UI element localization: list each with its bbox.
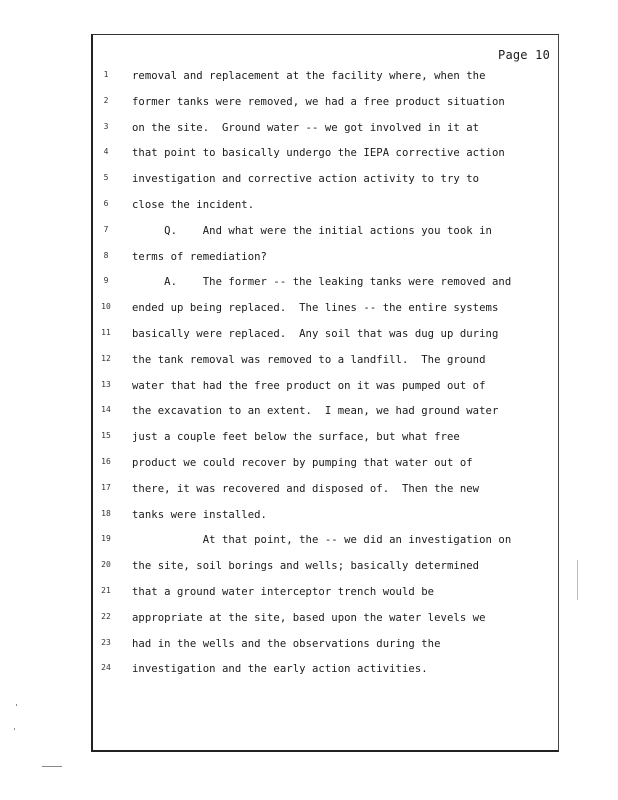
- line-number: 17: [101, 482, 111, 492]
- transcript-line: close the incident.: [132, 198, 255, 211]
- line-number: 21: [101, 585, 111, 595]
- line-number: 23: [101, 637, 111, 647]
- line-number: 16: [101, 456, 111, 466]
- line-number: 18: [101, 508, 111, 518]
- transcript-line: former tanks were removed, we had a free product situation: [132, 95, 505, 108]
- transcript-body: [132, 69, 552, 688]
- transcript-line: that point to basically undergo the IEPA corrective action: [132, 147, 505, 160]
- line-number: 22: [101, 611, 111, 621]
- transcript-line: investigation and corrective action activity to try to: [132, 173, 480, 186]
- line-number: 4: [103, 147, 109, 157]
- scan-speck: [16, 704, 17, 706]
- line-number: 1: [103, 70, 109, 79]
- transcript-line: the site, soil borings and wells; basically determined: [132, 560, 480, 573]
- transcript-line: the excavation to an extent. I mean, we had ground water: [132, 405, 499, 418]
- transcript-line: the tank removal was removed to a landfill. The ground: [132, 353, 486, 366]
- page-number-label: Page 10: [498, 48, 550, 62]
- transcript-line: that a ground water interceptor trench would be: [132, 585, 435, 598]
- transcript-line: removal and replacement at the facility where, when the: [132, 70, 486, 82]
- transcript-line: tanks were installed.: [132, 508, 267, 521]
- line-number: 15: [101, 431, 111, 441]
- line-number: 12: [101, 353, 111, 363]
- transcript-line: water that had the free product on it was pumped out of: [132, 379, 486, 392]
- line-number: 6: [103, 198, 109, 208]
- transcript-line: terms of remediation?: [132, 250, 267, 263]
- line-number-column: [96, 69, 116, 688]
- line-number: 3: [103, 121, 109, 131]
- line-number: 9: [103, 276, 109, 286]
- scan-edge-mark: [577, 560, 578, 600]
- transcript-line: Q. And what were the initial actions you took in: [132, 224, 492, 237]
- transcript-line: had in the wells and the observations during the: [132, 637, 441, 650]
- line-number: 20: [101, 560, 111, 570]
- transcript-line: basically were replaced. Any soil that was dug up during: [132, 327, 499, 340]
- line-number: 7: [103, 224, 109, 234]
- line-number: 8: [103, 250, 109, 260]
- line-number: 13: [101, 379, 111, 389]
- line-number: 5: [103, 173, 109, 183]
- transcript-line: there, it was recovered and disposed of. Then the new: [132, 482, 480, 495]
- line-number: 14: [101, 405, 111, 415]
- scan-edge-mark: [42, 766, 62, 767]
- transcript-line: just a couple feet below the surface, but what free: [132, 431, 460, 444]
- scan-speck: [14, 728, 15, 730]
- line-number: 2: [103, 95, 109, 105]
- line-number: 24: [101, 663, 111, 673]
- line-number: 10: [101, 302, 111, 312]
- transcript-line: investigation and the early action activities.: [132, 663, 428, 676]
- line-number: 19: [101, 534, 111, 544]
- line-number: 11: [101, 327, 111, 337]
- transcript-line: At that point, the -- we did an investigation on: [132, 534, 512, 547]
- transcript-line: product we could recover by pumping that water out of: [132, 456, 473, 469]
- transcript-line: on the site. Ground water -- we got involved in it at: [132, 121, 480, 134]
- transcript-line: ended up being replaced. The lines -- the entire systems: [132, 302, 499, 315]
- transcript-line: A. The former -- the leaking tanks were removed and: [132, 276, 512, 289]
- transcript-line: appropriate at the site, based upon the water levels we: [132, 611, 486, 624]
